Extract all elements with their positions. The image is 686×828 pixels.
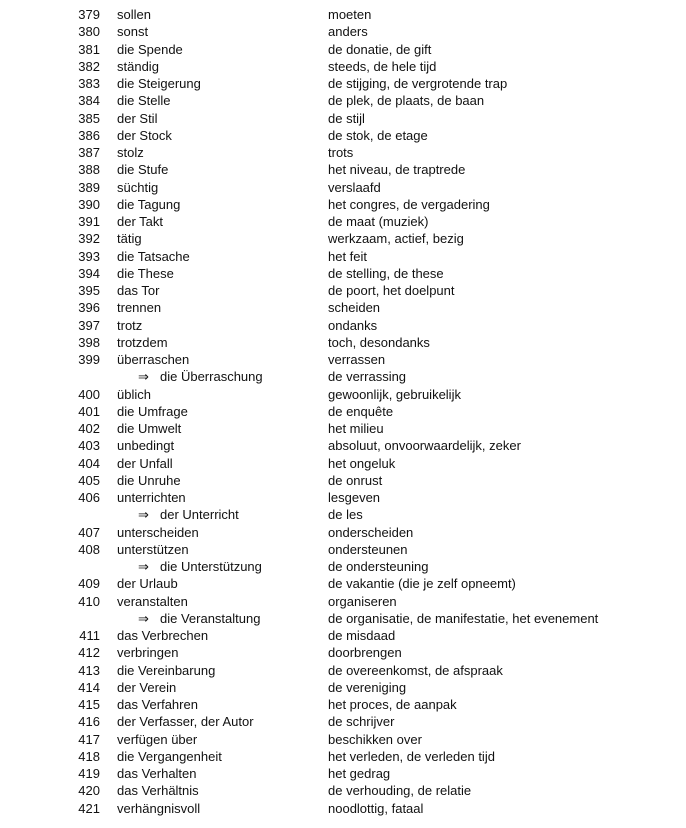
dutch-translation: het gedrag [328, 766, 391, 781]
dutch-translation: trots [328, 145, 354, 160]
german-term: üblich [117, 386, 151, 402]
entry-number: 390 [78, 196, 100, 212]
german-term: die Umwelt [117, 421, 182, 436]
dutch-translation: noodlottig, fataal [328, 800, 424, 816]
vocab-row [0, 420, 686, 437]
entry-number: 403 [78, 438, 100, 454]
german-term: die Vereinbarung [117, 662, 216, 678]
german-term: die Veranstaltung [160, 610, 261, 626]
dutch-translation: het feit [328, 248, 368, 264]
german-term: der Urlaub [117, 576, 178, 592]
entry-number: 388 [78, 162, 100, 178]
derived-arrow-icon: ⇒ [138, 610, 149, 626]
vocab-row [0, 265, 686, 282]
entry-number: 387 [78, 145, 100, 160]
german-term: der Unfall [117, 455, 173, 471]
german-term: tätig [117, 231, 142, 247]
vocab-row [0, 541, 686, 558]
german-term: das Verhalten [117, 766, 197, 781]
dutch-translation: scheiden [328, 300, 381, 316]
dutch-translation: steeds, de hele tijd [328, 58, 437, 74]
german-term: verbringen [117, 645, 179, 661]
german-term: unterrichten [117, 490, 186, 505]
dutch-translation: de plek, de plaats, de baan [328, 93, 485, 109]
dutch-translation: de verhouding, de relatie [328, 783, 472, 799]
vocab-row [0, 351, 686, 368]
entry-number: 379 [78, 7, 100, 22]
dutch-translation: de organisatie, de manifestatie, het evenement [328, 610, 599, 626]
entry-number: 394 [78, 265, 100, 281]
derived-arrow-icon: ⇒ [138, 559, 149, 574]
entry-number: 419 [78, 766, 100, 781]
german-term: die Unterstützung [160, 559, 262, 574]
dutch-translation: ondersteunen [328, 541, 408, 557]
vocab-row [0, 23, 686, 40]
vocab-row [0, 403, 686, 420]
dutch-translation: het verleden, de verleden tijd [328, 748, 495, 764]
vocab-row [0, 455, 686, 472]
dutch-translation: toch, desondanks [328, 334, 430, 350]
entry-number: 417 [78, 731, 100, 747]
vocabulary-list [0, 6, 686, 817]
german-term: die Steigerung [117, 76, 201, 91]
dutch-translation: lesgeven [328, 490, 381, 505]
vocab-row [0, 765, 686, 782]
german-term: sonst [117, 24, 149, 40]
derived-arrow-icon: ⇒ [138, 369, 149, 385]
vocab-row [0, 179, 686, 196]
entry-number: 415 [78, 697, 100, 712]
german-term: stolz [117, 145, 144, 160]
entry-number: 421 [78, 800, 100, 816]
dutch-translation: de vakantie (die je zelf opneemt) [328, 576, 516, 592]
entry-number: 408 [78, 541, 100, 557]
vocab-row [0, 748, 686, 765]
entry-number: 392 [78, 231, 100, 247]
vocab-row [0, 6, 686, 23]
vocab-row [0, 110, 686, 127]
german-term: die Tagung [117, 196, 181, 212]
vocab-row [0, 334, 686, 351]
vocab-row [0, 593, 686, 610]
vocab-row [0, 248, 686, 265]
vocab-row [0, 782, 686, 799]
derived-arrow-icon: ⇒ [138, 507, 149, 523]
german-term: die These [117, 265, 174, 281]
german-term: verhängnisvoll [117, 800, 201, 816]
german-term: sollen [117, 7, 151, 22]
dutch-translation: de schrijver [328, 714, 395, 730]
entry-number: 404 [78, 455, 100, 471]
german-term: das Verfahren [117, 697, 198, 712]
german-term: überraschen [117, 352, 190, 367]
vocab-row [0, 524, 686, 541]
dutch-translation: het congres, de vergadering [328, 196, 490, 212]
entry-number: 407 [78, 524, 100, 540]
vocab-row [0, 644, 686, 661]
german-term: unterstützen [117, 541, 189, 557]
dutch-translation: moeten [328, 7, 372, 22]
dutch-translation: de stok, de etage [328, 127, 428, 143]
dutch-translation: de misdaad [328, 628, 396, 643]
entry-number: 382 [78, 58, 100, 74]
german-term: die Stufe [117, 162, 169, 178]
entry-number: 418 [78, 748, 100, 764]
german-term: der Stil [117, 110, 158, 126]
entry-number: 416 [78, 714, 100, 730]
vocab-row [0, 58, 686, 75]
german-term: das Verbrechen [117, 628, 209, 643]
german-term: der Verfasser, der Autor [117, 714, 254, 730]
entry-number: 389 [78, 179, 100, 195]
dutch-translation: de maat (muziek) [328, 214, 429, 229]
vocab-row [0, 144, 686, 161]
vocab-row [0, 627, 686, 644]
dutch-translation: het proces, de aanpak [328, 697, 457, 712]
german-term: ständig [117, 58, 159, 74]
entry-number: 397 [78, 317, 100, 333]
dutch-translation: de donatie, de gift [328, 41, 432, 57]
entry-number: 420 [78, 783, 100, 799]
vocab-row [0, 75, 686, 92]
german-term: die Umfrage [117, 403, 188, 419]
vocab-derived-row [0, 506, 686, 523]
dutch-translation: het milieu [328, 421, 384, 436]
german-term: trotzdem [117, 334, 168, 350]
german-term: verfügen über [117, 731, 198, 747]
entry-number: 409 [78, 576, 100, 592]
dutch-translation: de enquête [328, 403, 394, 419]
vocab-derived-row [0, 558, 686, 575]
entry-number: 410 [78, 593, 100, 609]
german-term: unterscheiden [117, 524, 199, 540]
entry-number: 380 [78, 24, 100, 40]
vocab-row [0, 92, 686, 109]
dutch-translation: werkzaam, actief, bezig [328, 231, 464, 247]
entry-number: 414 [78, 679, 100, 695]
dutch-translation: de verrassing [328, 369, 407, 385]
dutch-translation: de poort, het doelpunt [328, 283, 455, 298]
vocab-row [0, 679, 686, 696]
dutch-translation: de stijging, de vergrotende trap [328, 76, 508, 91]
vocab-row [0, 213, 686, 230]
german-term: die Unruhe [117, 472, 181, 488]
vocab-row [0, 731, 686, 748]
entry-number: 385 [78, 110, 100, 126]
german-term: unbedingt [117, 438, 175, 454]
vocab-derived-row [0, 368, 686, 385]
dutch-translation: verslaafd [328, 179, 381, 195]
german-term: die Tatsache [117, 248, 190, 264]
entry-number: 391 [78, 214, 100, 229]
entry-number: 395 [78, 283, 100, 298]
dutch-translation: anders [328, 24, 368, 40]
german-term: die Stelle [117, 93, 171, 109]
entry-number: 405 [78, 472, 100, 488]
vocab-row [0, 472, 686, 489]
dutch-translation: de vereniging [328, 679, 407, 695]
entry-number: 398 [78, 334, 100, 350]
german-term: das Tor [117, 283, 160, 298]
vocab-row [0, 41, 686, 58]
vocab-row [0, 161, 686, 178]
german-term: veranstalten [117, 593, 188, 609]
german-term: süchtig [117, 179, 159, 195]
german-term: die Vergangenheit [117, 748, 222, 764]
entry-number: 383 [78, 76, 100, 91]
german-term: der Unterricht [160, 507, 239, 523]
entry-number: 384 [78, 93, 100, 109]
entry-number: 400 [78, 386, 100, 402]
vocab-row [0, 317, 686, 334]
entry-number: 399 [78, 352, 100, 367]
vocab-row [0, 299, 686, 316]
dutch-translation: absoluut, onvoorwaardelijk, zeker [328, 438, 521, 454]
german-term: trotz [117, 317, 143, 333]
entry-number: 412 [78, 645, 100, 661]
vocab-row [0, 127, 686, 144]
german-term: trennen [117, 300, 162, 316]
vocab-row [0, 230, 686, 247]
vocab-row [0, 713, 686, 730]
entry-number: 402 [78, 421, 100, 436]
entry-number: 401 [78, 403, 100, 419]
german-term: das Verhältnis [117, 783, 199, 799]
dutch-translation: doorbrengen [328, 645, 402, 661]
dutch-translation: verrassen [328, 352, 386, 367]
dutch-translation: het ongeluk [328, 455, 396, 471]
dutch-translation: organiseren [328, 593, 397, 609]
dutch-translation: gewoonlijk, gebruikelijk [328, 386, 461, 402]
dutch-translation: de les [328, 507, 363, 523]
vocab-row [0, 696, 686, 713]
entry-number: 381 [78, 41, 100, 57]
german-term: die Spende [117, 41, 183, 57]
entry-number: 413 [78, 662, 100, 678]
dutch-translation: de onrust [328, 472, 383, 488]
entry-number: 406 [78, 490, 100, 505]
entry-number: 396 [78, 300, 100, 316]
vocab-derived-row [0, 610, 686, 627]
vocab-row [0, 662, 686, 679]
dutch-translation: onderscheiden [328, 524, 414, 540]
entry-number: 386 [78, 127, 100, 143]
dutch-translation: het niveau, de traptrede [328, 162, 466, 178]
german-term: die Überraschung [160, 369, 263, 385]
vocab-row [0, 386, 686, 403]
german-term: der Verein [117, 679, 177, 695]
vocab-row [0, 800, 686, 817]
dutch-translation: beschikken over [328, 731, 422, 747]
german-term: der Stock [117, 127, 172, 143]
vocab-row [0, 575, 686, 592]
dutch-translation: de overeenkomst, de afspraak [328, 662, 503, 678]
german-term: der Takt [117, 214, 164, 229]
dutch-translation: de stelling, de these [328, 265, 444, 281]
entry-number: 411 [79, 628, 100, 643]
vocab-row [0, 489, 686, 506]
dutch-translation: de ondersteuning [328, 559, 429, 574]
vocab-row [0, 196, 686, 213]
entry-number: 393 [78, 248, 100, 264]
vocab-row [0, 282, 686, 299]
vocab-row [0, 437, 686, 454]
dutch-translation: ondanks [328, 317, 378, 333]
dutch-translation: de stijl [328, 110, 365, 126]
